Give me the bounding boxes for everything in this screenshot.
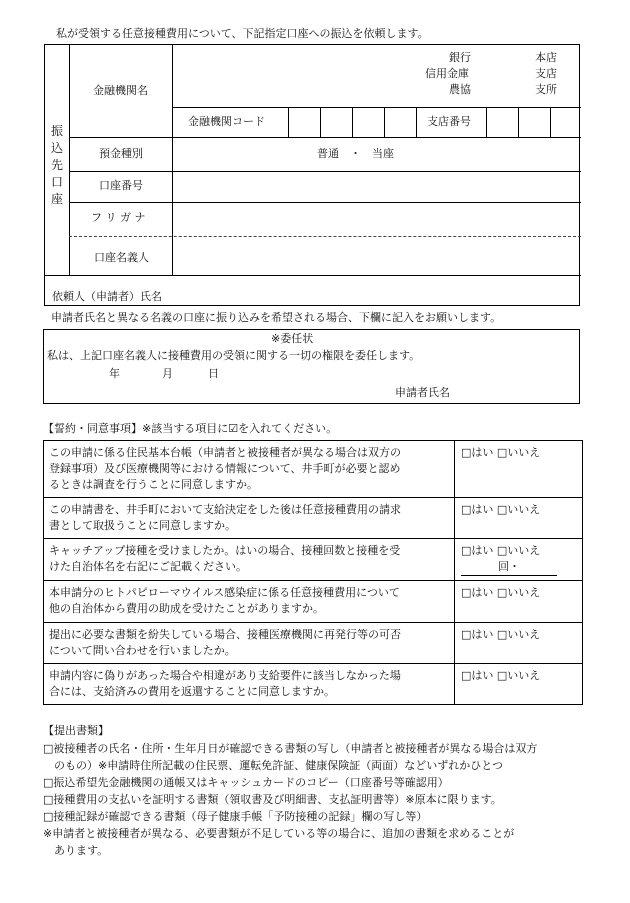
account-holder-label: 口座名義人 xyxy=(94,251,149,264)
proxy-year: 年 xyxy=(109,367,120,380)
yes-no-checkboxes[interactable]: □はい □いいえ xyxy=(461,586,541,599)
consent-question-line: るときは調査を行うことに同意しますか。 xyxy=(49,478,258,491)
branch-number-label: 支店番号 xyxy=(427,115,471,128)
proxy-title: ※委任状 xyxy=(271,332,314,345)
proxy-box xyxy=(43,329,580,404)
consent-question-line: この申請に係る住民基本台帳（申請者と被接種者が異なる場合は双方の xyxy=(49,446,401,459)
branch-type-branch: 支店 xyxy=(535,67,557,80)
account-number-label: 口座番号 xyxy=(99,179,143,192)
side-label-transfer-account: 振込先口座 xyxy=(50,124,63,206)
consent-question-line: 他の自治体から費用の助成を受けたことがありますか。 xyxy=(49,602,324,615)
yes-no-checkboxes[interactable]: □はい □いいえ xyxy=(461,503,541,516)
deposit-type-value: 普通 ・ 当座 xyxy=(317,147,394,160)
institution-name-label: 金融機関名 xyxy=(93,84,148,97)
consent-question-line: 提出に必要な書類を紛失している場合、接種医療機関に再発行等の可否 xyxy=(49,628,401,641)
document-item: のもの）※申請時住所記載の住民票、運転免許証、健康保険証（両面）などいずれかひとつ xyxy=(43,759,503,772)
consent-question-line: けた自治体名を右記にご記載ください。 xyxy=(49,560,247,573)
proxy-applicant-name: 申請者氏名 xyxy=(395,386,450,399)
consent-question-line: 書として取扱うことに同意しますか。 xyxy=(49,519,236,532)
consent-question-line: 合には、支給済みの費用を返還することに同意しますか。 xyxy=(49,685,335,698)
yes-no-checkboxes[interactable]: □はい □いいえ xyxy=(461,628,541,641)
requester-name-label: 依頼人（申請者）氏名 xyxy=(52,290,162,303)
consent-question-line: 登録事項）及び医療機関等における情報について、井手町が必要と認め xyxy=(49,462,401,475)
consent-row xyxy=(44,623,583,664)
proxy-note: 申請者氏名と異なる名義の口座に振り込みを希望される場合、下欄に記入をお願いします。 xyxy=(51,311,502,324)
consent-question-line: について問い合わせを行いましたか。 xyxy=(49,644,236,657)
institution-code-label: 金融機関コード xyxy=(188,115,265,128)
consent-row xyxy=(44,664,583,705)
document-item: あります。 xyxy=(43,844,109,857)
consent-row xyxy=(44,498,583,539)
document-item: □被接種者の氏名・住所・生年月日が確認できる書類の写し（申請者と被接種者が異なる場合は双方 xyxy=(43,742,538,755)
documents-list xyxy=(43,740,537,859)
document-item: □接種記録が確認できる書類（母子健康手帳「予防接種の記録」欄の写し等） xyxy=(43,810,428,823)
bank-account-table xyxy=(44,44,580,306)
consent-row xyxy=(44,539,583,581)
branch-type-office: 支所 xyxy=(535,83,557,96)
vaccination-count-field[interactable]: 回・ xyxy=(461,559,557,576)
document-item: □接種費用の支払いを証明する書類（領収書及び明細書、支払証明書等）※原本に限ります。 xyxy=(43,793,502,806)
consent-question-line: キャッチアップ接種を受けましたか。はいの場合、接種回数と接種を受 xyxy=(49,544,401,557)
institution-type-nokyo: 農協 xyxy=(449,83,471,96)
proxy-day: 日 xyxy=(208,367,219,380)
yes-no-checkboxes[interactable]: □はい □いいえ xyxy=(461,446,541,459)
proxy-month: 月 xyxy=(162,367,173,380)
consent-question-line: この申請書を、井手町において支給決定をした後は任意接種費用の請求 xyxy=(49,503,401,516)
document-item: ※申請者と被接種者が異なる、必要書類が不足している等の場合に、追加の書類を求めることが xyxy=(43,827,515,840)
furigana-label: フ リ ガ ナ xyxy=(91,211,146,224)
institution-type-shinkin: 信用金庫 xyxy=(425,67,469,80)
consent-question-line: 申請内容に偽りがあった場合や相違があり支給要件に該当しなかった場 xyxy=(49,669,401,682)
consent-question-line: 本申請分のヒトパピローマウイルス感染症に係る任意接種費用について xyxy=(49,586,400,599)
branch-type-head: 本店 xyxy=(535,51,557,64)
intro-line: 私が受領する任意接種費用について、下記指定口座への振込を依頼します。 xyxy=(56,27,429,40)
consent-row xyxy=(44,581,583,623)
institution-type-bank: 銀行 xyxy=(449,51,471,64)
yes-no-checkboxes[interactable]: □はい □いいえ xyxy=(461,669,541,682)
documents-heading: 【提出書類】 xyxy=(43,724,109,737)
consent-table xyxy=(43,440,583,705)
document-item: □振込希望先金融機関の通帳又はキャッシュカードのコピー（口座番号等確認用） xyxy=(43,776,449,789)
proxy-body: 私は、上記口座名義人に接種費用の受領に関する一切の権限を委任します。 xyxy=(47,349,421,362)
yes-no-checkboxes[interactable]: □はい □いいえ xyxy=(461,544,541,557)
deposit-type-label: 預金種別 xyxy=(99,147,143,160)
consent-row xyxy=(44,441,583,498)
consent-heading: 【誓約・同意事項】※該当する項目に☑を入れてください。 xyxy=(43,422,338,435)
